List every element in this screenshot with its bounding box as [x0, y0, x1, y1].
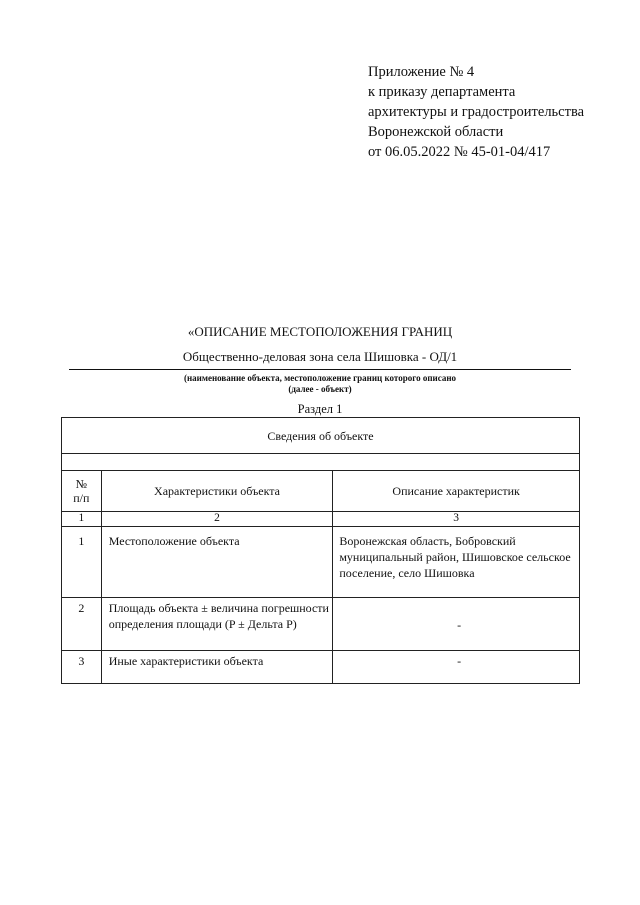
- row-description: -: [333, 598, 580, 651]
- appendix-line: Воронежской области: [368, 124, 504, 140]
- row-number: 3: [62, 651, 102, 684]
- object-info-table: [61, 417, 580, 684]
- column-header-number-line1: №: [75, 477, 88, 491]
- underline-rule: [69, 369, 571, 370]
- caption-line-1: (наименование объекта, местоположение границ которого описано: [183, 373, 457, 383]
- index-cell: 3: [333, 512, 580, 527]
- row-number: 1: [62, 527, 102, 598]
- appendix-line: архитектуры и градостроительства: [368, 104, 585, 120]
- row-number: 2: [62, 598, 102, 651]
- row-characteristic: Местоположение объекта: [101, 527, 333, 598]
- appendix-line: Приложение № 4: [368, 64, 475, 80]
- table-index-row: [62, 512, 580, 527]
- row-characteristic: Иные характеристики объекта: [101, 651, 333, 684]
- column-header-description: Описание характеристик: [333, 471, 580, 512]
- document-title: «ОПИСАНИЕ МЕСТОПОЛОЖЕНИЯ ГРАНИЦ: [187, 324, 453, 339]
- object-name: Общественно-деловая зона села Шишовка - ОД/1: [182, 349, 458, 364]
- table-heading: Сведения об объекте: [62, 418, 580, 454]
- row-characteristic: Площадь объекта ± величина погрешности определения площади (P ± Дельта P): [101, 598, 333, 651]
- index-cell: 2: [101, 512, 333, 527]
- table-row: [62, 651, 580, 684]
- column-header-number-line2: п/п: [73, 491, 90, 505]
- object-caption: [0, 373, 640, 395]
- row-description: Воронежская область, Бобровский муниципальный район, Шишовское сельское поселение, село Шишовка: [333, 527, 580, 598]
- table-row: [62, 598, 580, 651]
- column-header-characteristic: Характеристики объекта: [101, 471, 333, 512]
- section-title: Раздел 1: [297, 402, 343, 416]
- caption-line-2: (далее - объект): [288, 384, 352, 394]
- appendix-block: [368, 62, 584, 162]
- table-column-header-row: [62, 471, 580, 512]
- table-empty-row: [62, 454, 580, 471]
- table-row: [62, 527, 580, 598]
- column-header-number: [62, 471, 102, 512]
- appendix-line: от 06.05.2022 № 45-01-04/417: [368, 144, 551, 160]
- index-cell: 1: [62, 512, 102, 527]
- row-description: -: [333, 651, 580, 684]
- appendix-line: к приказу департамента: [368, 84, 516, 100]
